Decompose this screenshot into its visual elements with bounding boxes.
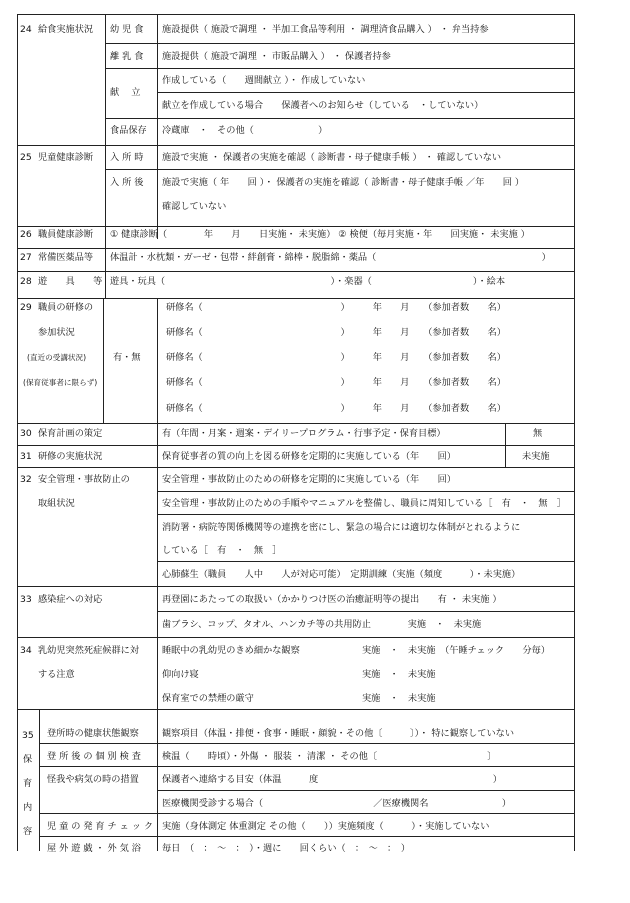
field-value: 冷蔵庫 ・ その他（ ） (162, 125, 328, 136)
field-value: 睡眠中の乳幼児のきめ細かな観察 (162, 645, 300, 656)
training-line: 研修名（ ） 年 月 （参加者数 名） (166, 352, 506, 363)
row-number: 24 (20, 24, 32, 35)
divider (105, 169, 574, 170)
item-value: 検温（ 時頃）・外傷 ・ 服装 ・ 清潔 ・ その他〔 〕 (162, 751, 497, 762)
field-value: 施設で実施（ 年 回 ）・ 保護者の実施を確認（ 診断書・母子健康手帳 ／年 回 ） (162, 177, 525, 188)
row-number: 34 (20, 645, 32, 656)
row-title: 児童健康診断 (38, 152, 94, 163)
divider (157, 491, 574, 492)
sub-label: 幼 児 食 (110, 24, 144, 35)
item-value: 医療機関受診する場合（ ／医療機関名 ） (162, 798, 512, 809)
divider (157, 298, 158, 423)
field-value: 体温計・水枕類・ガーゼ・包帯・絆創膏・綿棒・脱脂綿・薬品（ ） (110, 252, 551, 263)
row-title: 感染症への対応 (38, 594, 103, 605)
divider (105, 145, 106, 227)
divider (17, 271, 574, 272)
sub-label: 入 所 後 (110, 177, 144, 188)
row-title: 保育計画の策定 (38, 428, 103, 439)
field-value: 施設で実施 ・ 保護者の実施を確認（ 診断書・母子健康手帳 ） ・ 確認していない (162, 152, 502, 163)
vertical-char: 容 (23, 826, 33, 837)
divider (17, 248, 574, 249)
field-value: 施設提供（ 施設で調理 ・ 市販品購入 ） ・ 保護者持参 (162, 51, 391, 62)
divider (105, 68, 574, 69)
row-number: 26 (20, 229, 32, 240)
divider (17, 445, 574, 446)
divider (39, 766, 574, 767)
border-top (17, 14, 574, 15)
item-label: 登所時の健康状態観察 (47, 728, 139, 739)
divider (17, 298, 574, 299)
row-title: 遊 具 等 (38, 276, 103, 287)
divider (17, 637, 574, 638)
field-value: 実施 ・ 未実施 (362, 693, 436, 704)
row-number: 29 (20, 302, 32, 313)
vertical-char: 保 (23, 754, 33, 765)
sub-label: 離 乳 食 (110, 51, 144, 62)
row-title: する注意 (38, 669, 75, 680)
divider (17, 709, 574, 710)
divider (157, 92, 574, 93)
field-value: 消防署・病院等関係機関等の連携を密にし、緊急の場合には適切な体制がとれるように (162, 522, 521, 533)
divider (157, 14, 158, 239)
divider (39, 709, 40, 851)
training-line: 研修名（ ） 年 月 （参加者数 名） (166, 377, 506, 388)
divider (105, 226, 106, 299)
row-number: 33 (20, 594, 32, 605)
vertical-char: 育 (23, 778, 33, 789)
row-number: 35 (22, 730, 34, 741)
field-value: 有（年間・月案・週案・デイリープログラム・行事予定・保育目標） (162, 428, 446, 439)
divider (17, 423, 574, 424)
divider (17, 226, 574, 227)
item-value: 毎日 （ ： 〜 ： ）・週に 回くらい（ ： 〜 ： ） (162, 843, 411, 854)
item-label: 怪我や病気の時の措置 (47, 774, 139, 785)
field-value: 確認していない (162, 201, 227, 212)
row-title: 職員健康診断 (38, 229, 94, 240)
sub-label: 献 立 (110, 87, 141, 98)
divider (105, 118, 574, 119)
field-value: 仰向け寝 (162, 669, 199, 680)
divider (157, 423, 158, 602)
field-value: 保育従事者の質の向上を図る研修を定期的に実施している（年 回） (162, 451, 456, 462)
row-title: 安全管理・事故防止の (38, 474, 130, 485)
divider (17, 586, 574, 587)
divider (39, 813, 574, 814)
row-number: 25 (20, 152, 32, 163)
divider (103, 298, 104, 423)
item-value: 実施（身体測定 体重測定 その他（ ））実施頻度（ ）・実施していない (162, 821, 490, 832)
field-value: 再登園にあたっての取扱い（かかりつけ医の治癒証明等の提出 有 ・ 未実施 ） (162, 594, 502, 605)
item-label: 屋 外 遊 戯 ・ 外 気 浴 (47, 843, 141, 854)
row-title: 給食実施状況 (38, 24, 94, 35)
row-title: 取組状況 (38, 498, 75, 509)
item-value: 観察項目（体温・排便・食事・睡眠・顔貌・その他〔 〕）・ 特に観察していない (162, 728, 515, 739)
divider (157, 790, 574, 791)
divider (157, 611, 574, 612)
training-line: 研修名（ ） 年 月 （参加者数 名） (166, 302, 506, 313)
row-title: 常備医薬品等 (38, 252, 94, 263)
row-number: 32 (20, 474, 32, 485)
divider (39, 836, 574, 837)
row-title: 参加状況 (38, 327, 75, 338)
item-label: 児 童 の 発 育 チ ェ ッ ク (47, 821, 154, 832)
field-value: 献立を作成している場合 保護者へのお知らせ（している ・していない） (162, 100, 484, 111)
field-value: している［ 有 ・ 無 ］ (162, 545, 282, 556)
field-value: 歯ブラシ、コップ、タオル、ハンカチ等の共用防止 実施 ・ 未実施 (162, 619, 482, 630)
divider (105, 14, 106, 157)
field-right: 未実施 (522, 451, 550, 462)
item-value: 保護者へ連絡する目安（体温 度 ） (162, 774, 502, 785)
border-right (574, 14, 575, 851)
inspection-form (17, 14, 574, 864)
field-value: 作成している（ 週間献立 ）・ 作成していない (162, 75, 366, 86)
field-value: 保育室での禁煙の厳守 (162, 693, 254, 704)
field-value: ① 健康診断（ 年 月 日実施・ 未実施） ② 検便（毎月実施・年 回実施・ 未実施 ） (110, 229, 530, 240)
row-note: (保育従事者に限らず) (23, 378, 98, 387)
sub-label: 食品保存 (110, 125, 147, 136)
training-line: 研修名（ ） 年 月 （参加者数 名） (166, 327, 506, 338)
field-value: 安全管理・事故防止のための手順やマニュアルを整備し、職員に周知している［ 有 ・ 無 ］ (162, 498, 566, 509)
divider (39, 743, 574, 744)
field-value: 安全管理・事故防止のための研修を定期的に実施している（年 回） (162, 474, 456, 485)
training-line: 研修名（ ） 年 月 （参加者数 名） (166, 403, 506, 414)
divider (157, 709, 158, 851)
field-value: 施設提供（ 施設で調理 ・ 半加工食品等利用 ・ 調理済食品購入 ） ・ 弁当持参 (162, 24, 489, 35)
vertical-char: 内 (23, 802, 33, 813)
field-value: 実施 ・ 未実施 (362, 669, 436, 680)
row-number: 27 (20, 252, 32, 263)
row-title: 職員の研修の (38, 302, 94, 313)
row-title: 乳幼児突然死症候群に対 (38, 645, 140, 656)
divider (105, 43, 574, 44)
field-value: 実施 ・ 未実施 （午睡チェック 分毎） (362, 645, 551, 656)
divider (17, 145, 574, 146)
row-note: (直近の受講状況) (27, 353, 87, 362)
divider (17, 467, 574, 468)
participation-yes-no: 有・無 (113, 352, 141, 363)
row-number: 31 (20, 451, 32, 462)
divider (157, 561, 574, 562)
field-right: 無 (533, 428, 543, 439)
border-left (17, 14, 18, 851)
sub-label: 入 所 時 (110, 152, 144, 163)
field-value: 遊具・玩具（ ）・楽器（ ）・絵本 (110, 276, 506, 287)
row-number: 30 (20, 428, 32, 439)
row-title: 研修の実施状況 (38, 451, 103, 462)
field-value: 心肺蘇生（職員 人中 人が対応可能） 定期訓練（実施（頻度 ）・未実施） (162, 569, 521, 580)
row-number: 28 (20, 276, 32, 287)
item-label: 登 所 後 の 個 別 検 査 (47, 751, 141, 762)
divider (157, 514, 574, 515)
